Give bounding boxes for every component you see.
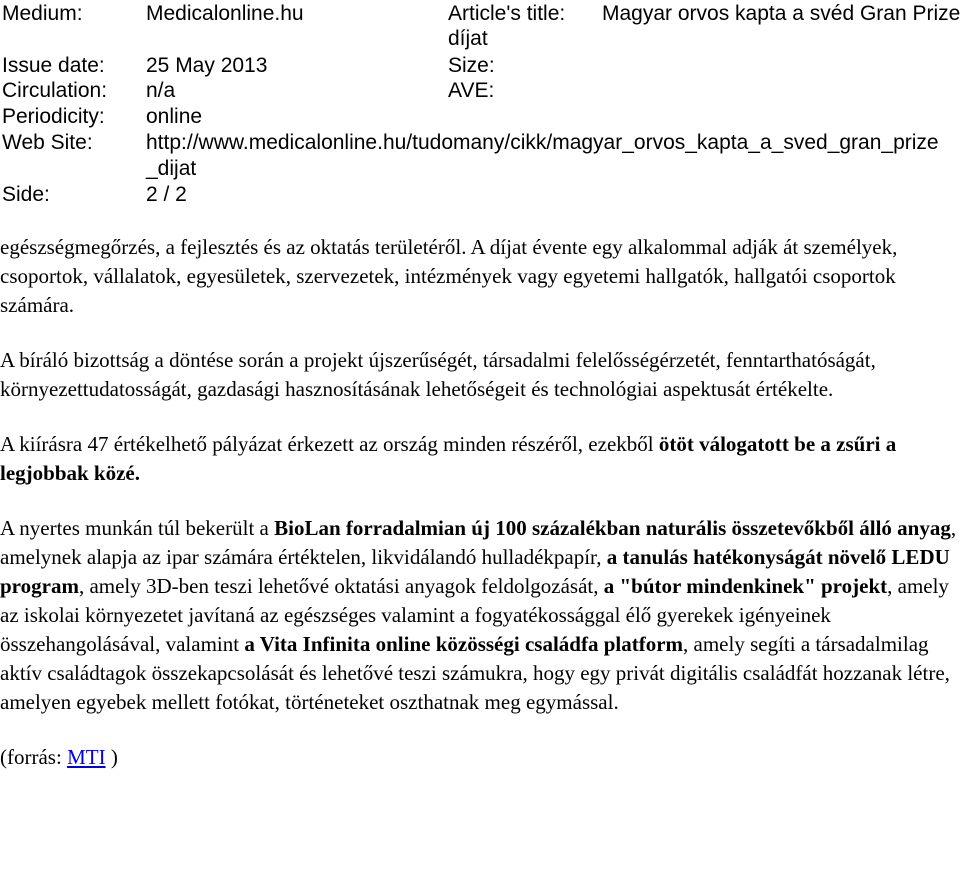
finalist-vita-infinita: a Vita Infinita online közösségi családfa platform — [244, 632, 684, 656]
medium-label: Medium: — [2, 2, 83, 25]
size-label: Size: — [448, 54, 495, 77]
entries-text: A kiírásra 47 értékelhető pályázat érkezett az ország minden részéről, ezekből — [0, 432, 659, 456]
website-url-line2: _dijat — [146, 157, 197, 180]
side-value: 2 / 2 — [146, 183, 187, 206]
issue-date-label: Issue date: — [2, 54, 105, 77]
periodicity-value: online — [146, 105, 203, 128]
finalists-text-5: , amely segíti a társadalmilag aktív családtagok összekapcsolását és lehetővé teszi számukra, hogy egy privát digitális családfát hozzanak létre, amelyen egyebek mellett fotókat, történeteket oszthatnak meg egymással. — [0, 632, 950, 714]
entries-highlight: ötöt válogatott be a zsűri a legjobbak közé. — [0, 432, 897, 485]
title-label: Article's title: — [448, 2, 566, 25]
issue-date-value: 25 May 2013 — [146, 54, 268, 77]
website-label: Web Site: — [2, 131, 93, 154]
finalist-ledu: a tanulás hatékonyságát növelő LEDU program — [0, 545, 950, 598]
source-prefix: (forrás: — [0, 745, 68, 769]
source-line — [0, 743, 960, 772]
finalist-butor: a "bútor mindenkinek" projekt — [603, 574, 888, 598]
side-label: Side: — [2, 183, 50, 206]
paragraph-finalists — [0, 514, 960, 717]
finalists-text-1: A nyertes munkán túl bekerült a — [0, 516, 275, 540]
title-value-line1: Magyar orvos kapta a svéd Gran Prize — [602, 2, 960, 25]
periodicity-label: Periodicity: — [2, 105, 105, 128]
paragraph-award-intro: egészségmegőrzés, a fejlesztés és az oktatás területéről. A díjat évente egy alkalommal adják át személyek, csoportok, vállalatok, egyesületek, szervezetek, intézmények vagy egyetemi hallgatók, hallgatói csoportok számára. — [0, 235, 898, 317]
finalists-text-2: , amelynek alapja az ipar számára értéktelen, likvidálandó hulladékpapír, — [0, 516, 957, 569]
finalists-text-3: , amely 3D-ben teszi lehetővé oktatási anyagok feldolgozását, — [78, 574, 604, 598]
paragraph-entries — [0, 430, 960, 488]
medium-value: Medicalonline.hu — [146, 2, 304, 25]
article-body — [0, 233, 960, 798]
paragraph-jury-criteria: A bíráló bizottság a döntése során a projekt újszerűségét, társadalmi felelősségérzetét, fenntarthatóságát, környezettudatosságát, gazdasági hasznosításának lehetőségeit és technológiai aspektusát értékelte. — [0, 348, 876, 401]
source-link-mti[interactable]: MTI — [67, 745, 106, 769]
ave-label: AVE: — [448, 79, 495, 102]
finalist-biolan: BioLan forradalmian új 100 százalékban naturális összetevőkből álló anyag — [274, 516, 951, 540]
circulation-label: Circulation: — [2, 79, 108, 102]
title-value-line2: díjat — [448, 27, 488, 50]
source-suffix: ) — [105, 745, 118, 769]
website-url-line1: http://www.medicalonline.hu/tudomany/cikk/magyar_orvos_kapta_a_sved_gran_prize — [146, 131, 939, 154]
circulation-value: n/a — [146, 79, 176, 102]
finalists-text-4: , amely az iskolai környezetet javítaná az egészséges valamint a fogyatékossággal élő gyerekek igényeinek összehangolásával, valamint — [0, 574, 949, 656]
